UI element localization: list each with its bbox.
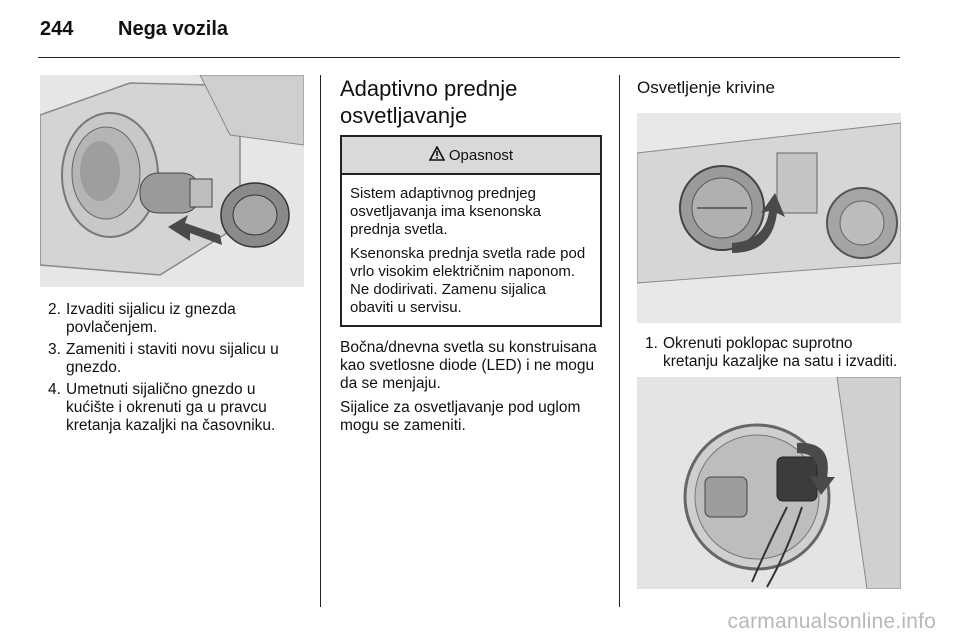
list-item [40,301,304,337]
right-column [637,75,901,589]
body-paragraph: Sijalice za osvetljavanje pod uglom mogu se zameniti. [340,399,581,434]
step-number: 4. [48,381,61,398]
column-divider-right [619,75,620,607]
warning-box [340,135,602,327]
section-title [340,75,602,129]
watermark: carmanualsonline.info [727,610,936,633]
cornering-bulb-removal-illustration [637,377,901,589]
middle-column [340,75,602,441]
list-item [40,381,304,435]
page-title: Nega vozila [118,18,229,40]
left-steps-list [40,301,304,435]
page-number: 244 [40,18,74,40]
step-text: Umetnuti sijalično gnezdo u kućište i okrenuti ga u pravcu kretanja kazaljki na časovniku. [66,381,276,434]
bulb-socket-illustration [40,75,304,287]
cornering-light-cover-illustration [637,113,901,323]
section-title-line-2: osvetljavanje [340,103,468,128]
list-item [637,335,901,371]
left-column [40,75,304,439]
warning-header [342,137,600,175]
header-rule [38,57,900,58]
right-steps-list [637,335,901,371]
warning-triangle-icon [429,146,445,165]
step-text: Izvaditi sijalicu iz gnezda povlačenjem. [66,301,236,336]
column-divider-left [320,75,321,607]
step-number: 1. [645,335,658,352]
warning-body [342,175,600,325]
section-title-line-1: Adaptivno prednje [340,76,518,101]
step-text: Zameniti i staviti novu sijalicu u gnezdo. [66,341,279,376]
list-item [40,341,304,377]
subsection-title: Osvetljenje krivine [637,78,775,97]
warning-label: Opasnost [448,146,514,164]
warning-paragraph: Ksenonska prednja svetla rade pod vrlo visokim električnim naponom. Ne dodirivati. Zamenu sijalica obaviti u servisu. [350,245,586,316]
step-text: Okrenuti poklopac suprotno kretanju kazaljke na satu i izvaditi. [663,335,898,370]
step-number: 3. [48,341,61,358]
step-number: 2. [48,301,61,318]
warning-paragraph: Sistem adaptivnog prednjeg osvetljavanja ima ksenonska prednja svetla. [350,185,541,238]
body-paragraph: Bočna/dnevna svetla su konstruisana kao svetlosne diode (LED) i ne mogu da se menjaju. [340,339,597,392]
